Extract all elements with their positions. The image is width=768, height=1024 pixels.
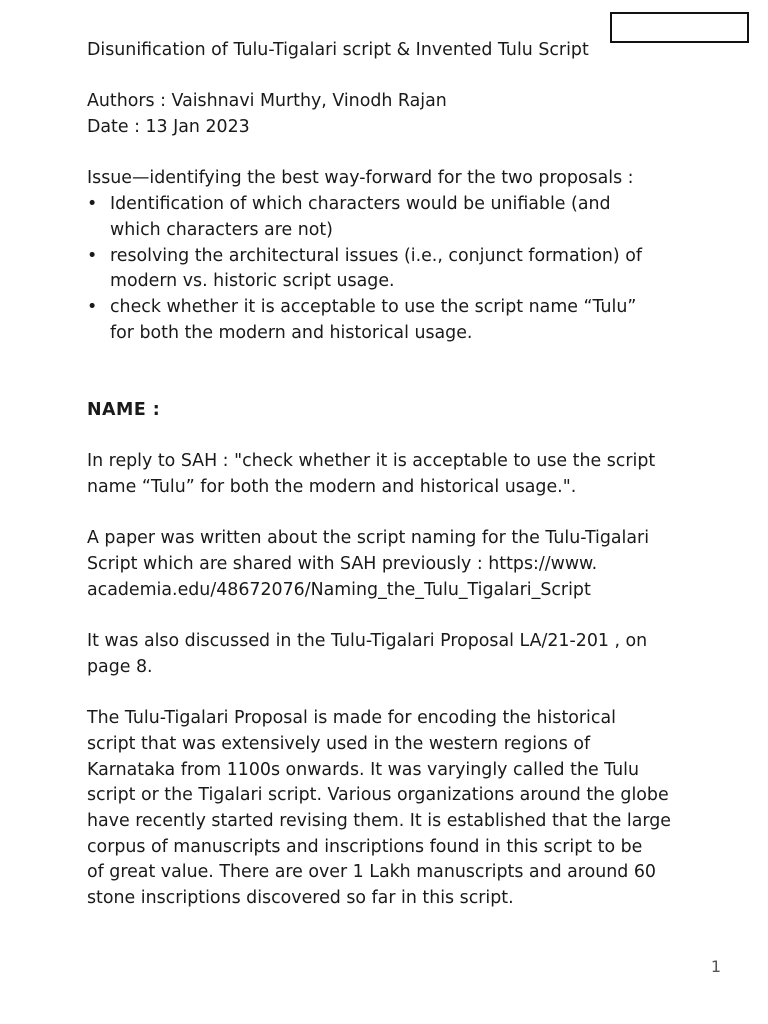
paragraph-line: have recently started revising them. It is established that the large (87, 810, 671, 831)
list-item-text: which characters are not) (110, 219, 333, 240)
issue-intro: Issue—identifying the best way-forward for the two proposals : (87, 168, 634, 189)
paragraph-line: In reply to SAH : "check whether it is acceptable to use the script (87, 451, 656, 472)
paragraph (87, 449, 737, 500)
paragraph-line: of great value. There are over 1 Lakh manuscripts and around 60 (87, 862, 656, 883)
paragraph (87, 706, 737, 912)
document-body (87, 38, 737, 912)
paragraph-line: script or the Tigalari script. Various organizations around the globe (87, 785, 669, 806)
bullet-icon: • (87, 194, 98, 215)
paragraph-line: corpus of manuscripts and inscriptions found in this script to be (87, 836, 643, 857)
list-item-text: for both the modern and historical usage. (110, 322, 473, 343)
paragraph-line: page 8. (87, 656, 153, 677)
paragraph-line: A paper was written about the script naming for the Tulu-Tigalari (87, 528, 650, 549)
paragraph (87, 629, 737, 680)
paragraph-line: Script which are shared with SAH previously : https://www. (87, 553, 598, 574)
paragraph-line: script that was extensively used in the western regions of (87, 733, 591, 754)
paragraph-line: It was also discussed in the Tulu-Tigalari Proposal LA/21-201 , on (87, 631, 648, 652)
section-heading-name: NAME : (87, 399, 161, 420)
issue-list (87, 192, 737, 346)
page-number: 1 (710, 957, 721, 976)
issue-list-item (87, 244, 737, 295)
paragraph (87, 526, 737, 603)
list-item-text: check whether it is acceptable to use the script name “Tulu” (110, 297, 637, 317)
issue-list-item (87, 192, 737, 243)
paragraph-line: name “Tulu” for both the modern and historical usage.". (87, 476, 577, 497)
issue-list-item (87, 295, 737, 346)
authors-line: Authors : Vaishnavi Murthy, Vinodh Rajan (87, 91, 447, 112)
bullet-icon: • (87, 245, 98, 266)
list-item-text: resolving the architectural issues (i.e., conjunct formation) of (110, 245, 642, 266)
bullet-icon: • (87, 297, 98, 317)
list-item-text: Identification of which characters would be unifiable (and (110, 194, 611, 215)
date-line: Date : 13 Jan 2023 (87, 117, 250, 138)
paragraph-line: academia.edu/48672076/Naming_the_Tulu_Tigalari_Script (87, 579, 591, 600)
paragraph-line: The Tulu-Tigalari Proposal is made for encoding the historical (87, 708, 616, 729)
list-item-text: modern vs. historic script usage. (110, 271, 395, 292)
document-title: Disunification of Tulu-Tigalari script & Invented Tulu Script (87, 40, 589, 60)
paragraph-line: stone inscriptions discovered so far in this script. (87, 888, 514, 909)
paragraph-line: Karnataka from 1100s onwards. It was varyingly called the Tulu (87, 759, 640, 780)
